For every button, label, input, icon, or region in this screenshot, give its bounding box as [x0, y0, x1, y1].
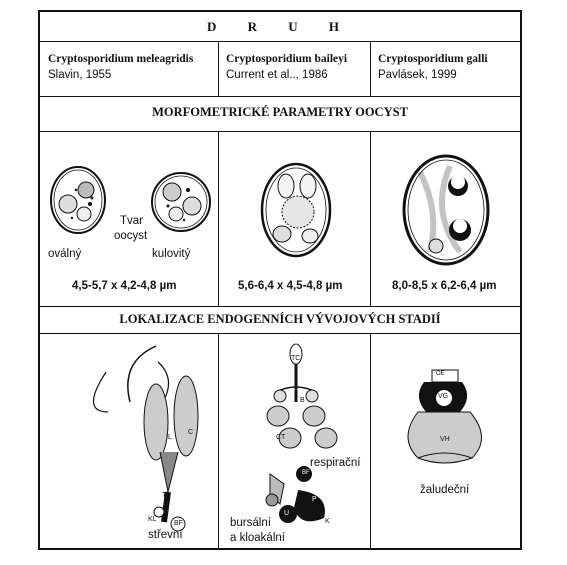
organ-label: VG [438, 393, 449, 400]
organ-label: KL [148, 516, 157, 523]
measurement: 4,5-5,7 x 4,2-4,8 µm [72, 280, 177, 292]
species-name: Cryptosporidium galli [378, 53, 488, 65]
gastric-label: žaludeční [420, 484, 470, 496]
organ-label: BF [174, 520, 183, 527]
oval-oocyst-illustration [46, 160, 116, 240]
column-divider [370, 333, 371, 550]
organ-label: C [188, 429, 194, 436]
galli-oocyst-illustration [400, 152, 496, 272]
baileyi-oocyst-illustration [258, 160, 338, 264]
species-name: Cryptosporidium meleagridis [48, 53, 194, 65]
species-author: Current et al.., 1986 [226, 69, 328, 81]
organ-label: IL [166, 434, 172, 441]
column-divider [370, 131, 371, 306]
section-heading-localization: LOKALIZACE ENDOGENNÍCH VÝVOJOVÝCH STADIÍ [119, 312, 441, 326]
respiratory-label: respirační [310, 457, 361, 469]
table-divider [40, 41, 520, 42]
measurement: 5,6-6,4 x 4,5-4,8 µm [238, 280, 343, 292]
table-title: D R U H [206, 19, 354, 34]
table-divider [40, 131, 520, 132]
bursal-label: bursální [230, 517, 271, 529]
table-divider [40, 333, 520, 334]
organ-label: P [312, 496, 317, 503]
oval-label: oválný [48, 248, 82, 260]
organ-label: K [325, 518, 330, 525]
bursal-label: a kloakální [230, 532, 285, 544]
round-label: kulovitý [152, 248, 191, 260]
table-divider [40, 306, 520, 307]
section-heading-morphometry: MORFOMETRICKÉ PARAMETRY OOCYST [152, 105, 408, 119]
species-name: Cryptosporidium baileyi [226, 53, 348, 65]
organ-label: BF [302, 470, 310, 476]
species-author: Slavin, 1955 [48, 69, 112, 81]
shape-label: oocyst [114, 230, 148, 242]
shape-label: Tvar [120, 215, 143, 227]
round-oocyst-illustration [150, 170, 212, 236]
organ-label: TC [291, 355, 301, 362]
species-table [38, 10, 522, 550]
species-author: Pavlásek, 1999 [378, 69, 457, 81]
column-divider [218, 41, 219, 96]
stomach-illustration [398, 368, 492, 468]
intestinal-tract-illustration [60, 342, 210, 532]
column-divider [370, 41, 371, 96]
organ-label: T [162, 492, 167, 499]
organ-label: U [284, 510, 290, 517]
table-divider [40, 96, 520, 97]
organ-label: VH [440, 436, 450, 443]
column-divider [218, 131, 219, 306]
organ-label: CT [276, 434, 286, 441]
organ-label: OE [436, 371, 445, 377]
measurement: 8,0-8,5 x 6,2-6,4 µm [392, 280, 497, 292]
organ-label: B [300, 397, 305, 404]
intestinal-label: střevní [148, 529, 183, 541]
column-divider [218, 333, 219, 550]
